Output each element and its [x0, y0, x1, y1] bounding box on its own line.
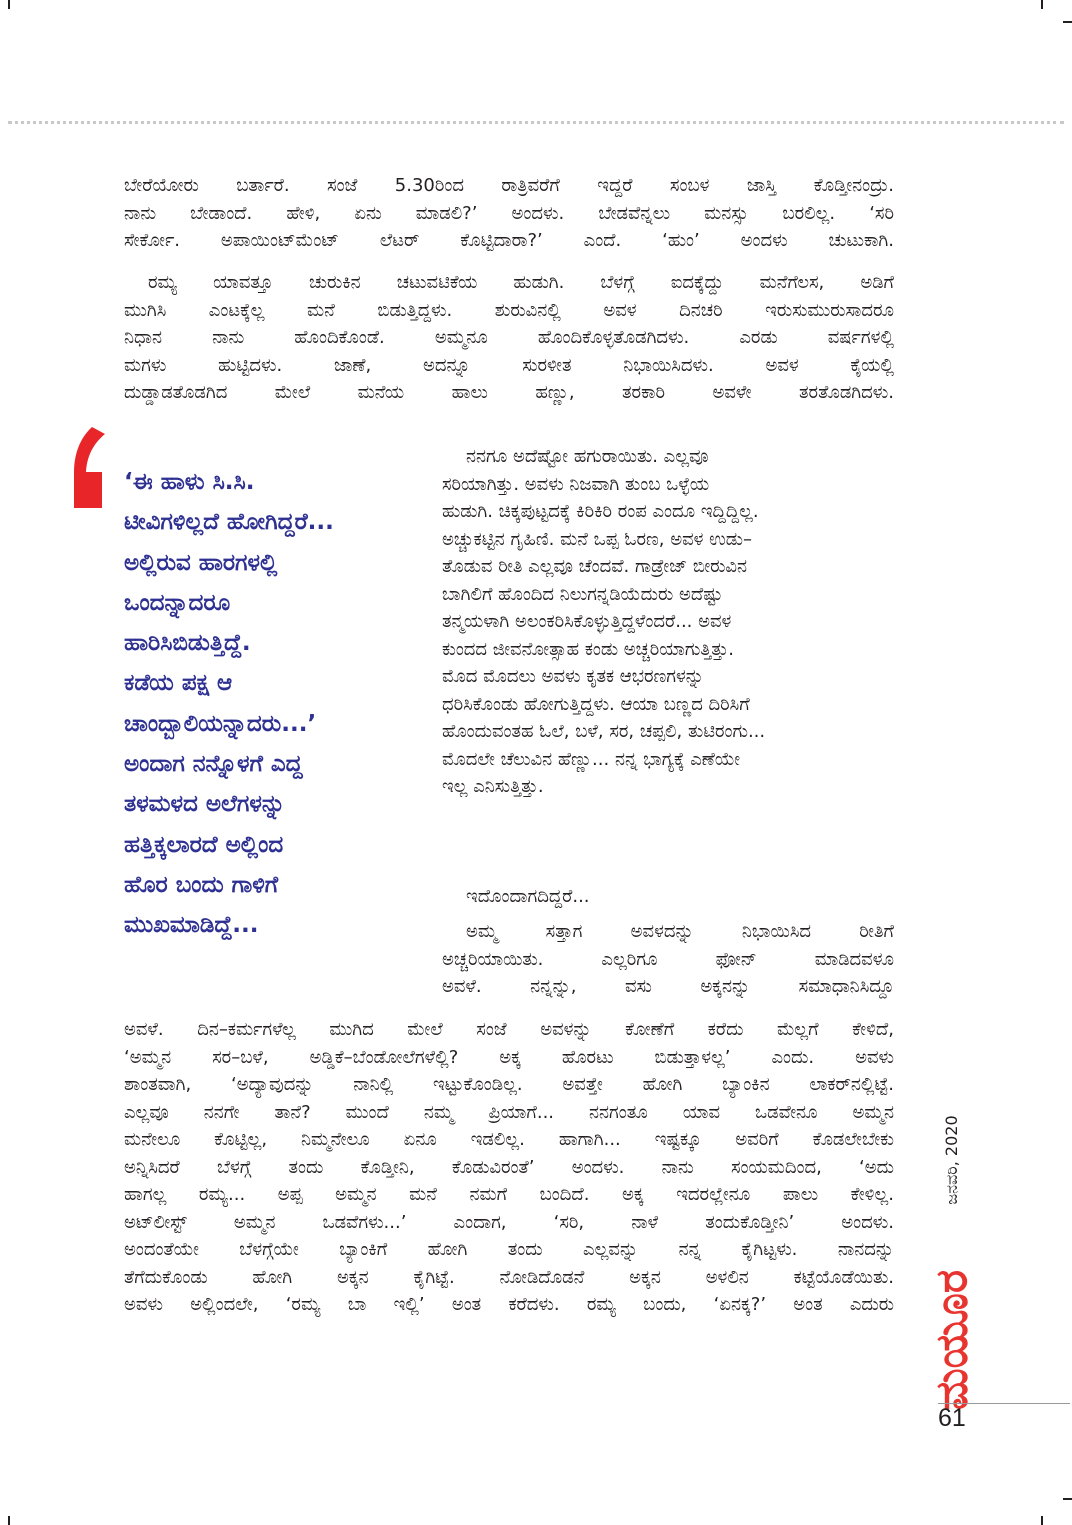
crop-mark-right-lower: [1063, 1498, 1072, 1500]
pull-quote-line: ಹತ್ತಿಕ್ಕಲಾರದೆ ಅಲ್ಲಿಂದ: [124, 831, 284, 858]
text-line: ತೆಗೆದುಕೊಂಡು ಹೋಗಿ ಅಕ್ಕನ ಕೈಗಿಟ್ಟೆ. ನೋಡಿದೊಡನೆ ಅಕ್ಕನ ಅಳಲಿನ ಕಟ್ಟೆಯೊಡೆಯಿತು.: [124, 1266, 894, 1288]
crop-mark-bottom-right: [1041, 1516, 1043, 1525]
crop-mark-bottom-left: [8, 1516, 10, 1525]
paragraph-5-full: [124, 1016, 894, 1319]
crop-mark-top-right: [1041, 0, 1043, 9]
text-line: ನನಗೂ ಅದೆಷ್ಟೋ ಹಗುರಾಯಿತು. ಎಲ್ಲವೂ: [466, 446, 709, 467]
paragraph-4: [442, 883, 894, 911]
text-line: ತೊಡುವ ರೀತಿ ಎಲ್ಲವೂ ಚೆಂದವೆ. ಗಾಡ್ರೇಜ್ ಬೀರುವಿನ: [442, 556, 748, 577]
text-line: ಇದೊಂದಾಗದಿದ್ದರೆ...: [466, 886, 590, 907]
header-dotted-rule: [8, 121, 1064, 124]
pull-quote-line: ಚಾಂದ್ಬಾಲಿಯನ್ನಾದರು...’: [124, 710, 317, 737]
quote-mark-icon: [72, 424, 112, 524]
paragraph-1: [124, 172, 894, 255]
text-line: ಅಚ್ಚರಿಯಾಯಿತು. ಎಲ್ಲರಿಗೂ ಫೋನ್ ಮಾಡಿದವಳೂ: [442, 948, 894, 970]
crop-mark-right-upper: [1063, 21, 1072, 23]
pull-quote-line: ಒಂದನ್ನಾದರೂ: [124, 589, 231, 616]
text-line: ಅವಳೆ. ದಿನ–ಕರ್ಮಗಳೆಲ್ಲ ಮುಗಿದ ಮೇಲೆ ಸಂಜೆ ಅವಳನ್ನು ಕೋಣೆಗೆ ಕರೆದು ಮೆಲ್ಲಗೆ ಕೇಳಿದೆ,: [124, 1019, 895, 1040]
text-line: ಶಾಂತವಾಗಿ, ‘ಅದ್ಯಾವುದನ್ನು ನಾನಿಲ್ಲಿ ಇಟ್ಟುಕೊಂಡಿಲ್ಲ. ಅವತ್ತೇ ಹೋಗಿ ಬ್ಯಾಂಕಿನ ಲಾಕರ್‌ನಲ್ಲಿಟ್ಟೆ.: [124, 1074, 894, 1095]
pull-quote-line: ಅಂದಾಗ ನನ್ನೊಳಗೆ ಎದ್ದ: [124, 751, 303, 778]
page-number: 61: [938, 1404, 966, 1432]
text-line: ಮೊದ ಮೊದಲು ಅವಳು ಕೃತಕ ಆಭರಣಗಳನ್ನು: [442, 666, 704, 687]
paragraph-5-right: [442, 918, 894, 1001]
pull-quote-line: ಅಲ್ಲಿರುವ ಹಾರಗಳಲ್ಲಿ: [124, 549, 278, 576]
magazine-logo: ಮಯೂರ: [926, 1269, 978, 1411]
text-line: ಅವಳು ಅಲ್ಲಿಂದಲೇ, ‘ರಮ್ಯ ಬಾ ಇಲ್ಲಿ’ ಅಂತ ಕರೆದಳು. ರಮ್ಯ ಬಂದು, ‘ಏನಕ್ಕ?’ ಅಂತ ಎದುರು: [124, 1294, 894, 1315]
text-line: ನಿಧಾನ ನಾನು ಹೊಂದಿಕೊಂಡೆ. ಅಮ್ಮನೂ ಹೊಂದಿಕೊಳ್ಳತೊಡಗಿದಳು. ಎರಡು ವರ್ಷಗಳಲ್ಲಿ: [124, 327, 894, 348]
text-line: ಹುಡುಗಿ. ಚಿಕ್ಕಪುಟ್ಟದಕ್ಕೆ ಕಿರಿಕಿರಿ ರಂಪ ಎಂದೂ ಇದ್ದಿದ್ದಿಲ್ಲ.: [442, 501, 759, 522]
text-line: ಹಾಗಲ್ಲ ರಮ್ಯ... ಅಪ್ಪ ಅಮ್ಮನ ಮನೆ ನಮಗೆ ಬಂದಿದೆ. ಅಕ್ಕ ಇದರಲ್ಲೇನೂ ಪಾಲು ಕೇಳಿಲ್ಲ.: [124, 1184, 894, 1205]
pull-quote: [124, 462, 424, 946]
text-line: ರಮ್ಯ ಯಾವತ್ತೂ ಚುರುಕಿನ ಚಟುವಟಿಕೆಯ ಹುಡುಗಿ. ಬೆಳಗ್ಗೆ ಐದಕ್ಕೆದ್ದು ಮನೆಗೆಲಸ, ಅಡಿಗೆ: [148, 272, 894, 293]
pull-quote-line: ಕಡೆಯ ಪಕ್ಷ ಆ: [124, 670, 233, 697]
pull-quote-line: ಟೀವಿಗಳಿಲ್ಲದೆ ಹೋಗಿದ್ದರೆ...: [124, 509, 334, 536]
text-line: ಎಲ್ಲವೂ ನನಗೇ ತಾನೆ? ಮುಂದೆ ನಮ್ಮ ಪ್ರಿಯಾಗೆ... ನನಗಂತೂ ಯಾವ ಒಡವೇನೂ ಅಮ್ಮನ: [124, 1101, 894, 1123]
text-line: ಕುಂದದ ಜೀವನೋತ್ಸಾಹ ಕಂಡು ಅಚ್ಚರಿಯಾಗುತ್ತಿತ್ತು.: [442, 638, 734, 660]
paragraph-3: [442, 443, 894, 801]
pull-quote-line: ‘ಈ ಹಾಳು ಸಿ.ಸಿ.: [124, 469, 255, 495]
text-line: ಇಲ್ಲ ಎನಿಸುತ್ತಿತ್ತು.: [442, 776, 544, 797]
pull-quote-line: ತಳಮಳದ ಅಲೆಗಳನ್ನು: [124, 791, 286, 818]
text-line: ತನ್ಮಯಳಾಗಿ ಅಲಂಕರಿಸಿಕೊಳ್ಳುತ್ತಿದ್ದಳೆಂದರೆ... ಅವಳ: [442, 611, 732, 632]
crop-mark-top-left: [8, 0, 10, 9]
text-line: ಅಮ್ಮ ಸತ್ತಾಗ ಅವಳದನ್ನು ನಿಭಾಯಿಸಿದ ರೀತಿಗೆ: [466, 921, 894, 942]
text-line: ನಾನು ಬೇಡಾಂದೆ. ಹೇಳಿ, ಏನು ಮಾಡಲಿ?’ ಅಂದಳು. ಬೇಡವೆನ್ನಲು ಮನಸ್ಸು ಬರಲಿಲ್ಲ. ‘ಸರಿ: [124, 202, 894, 224]
text-line: ‘ಅಮ್ಮನ ಸರ–ಬಳೆ, ಅಡ್ಡಿಕೆ–ಬೆಂಡೋಲೆಗಳೆಲ್ಲಿ? ಅಕ್ಕ ಹೊರಟು ಬಿಡುತ್ತಾಳಲ್ಲ’ ಎಂದು. ಅವಳು: [124, 1046, 894, 1068]
text-line: ಅನ್ನಿಸಿದರೆ ಬೆಳಗ್ಗೆ ತಂದು ಕೊಡ್ತೀನಿ, ಕೊಡುವಿರಂತೆ’ ಅಂದಳು. ನಾನು ಸಂಯಮದಿಂದ, ‘ಅದು: [124, 1156, 894, 1178]
text-line: ಸೇರ್ಕೋ. ಅಪಾಯಿಂಟ್‌ಮೆಂಟ್ ಲೆಟರ್ ಕೊಟ್ಟಿದಾರಾ?’ ಎಂದೆ. ‘ಹುಂ’ ಅಂದಳು ಚುಟುಕಾಗಿ.: [124, 230, 894, 251]
pull-quote-line: ಹೊರ ಬಂದು ಗಾಳಿಗೆ: [124, 871, 279, 898]
text-line: ಅಟ್‌ಲೀಸ್ಟ್ ಅಮ್ಮನ ಒಡವೆಗಳು...’ ಎಂದಾಗ, ‘ಸರಿ, ನಾಳೆ ತಂದುಕೊಡ್ತೀನಿ’ ಅಂದಳು.: [124, 1211, 894, 1233]
text-line: ಹೊಂದುವಂತಹ ಓಲೆ, ಬಳೆ, ಸರ, ಚಪ್ಪಲಿ, ತುಟಿರಂಗು...: [442, 721, 766, 742]
text-line: ಅವಳೆ. ನನ್ನನ್ನು, ವಸು ಅಕ್ಕನನ್ನು ಸಮಾಧಾನಿಸಿದ್ದೂ: [442, 976, 894, 997]
text-line: ಸರಿಯಾಗಿತ್ತು. ಅವಳು ನಿಜವಾಗಿ ತುಂಬ ಒಳ್ಳೆಯ: [442, 473, 710, 495]
text-line: ಧರಿಸಿಕೊಂಡು ಹೋಗುತ್ತಿದ್ದಳು. ಆಯಾ ಬಣ್ಣದ ದಿರಿಸಿಗೆ: [442, 693, 750, 715]
text-line: ಬೇರೆಯೋರು ಬರ್ತಾರೆ. ಸಂಜೆ 5.30ರಿಂದ ರಾತ್ರಿವರೆಗೆ ಇದ್ದರೆ ಸಂಬಳ ಜಾಸ್ತಿ ಕೊಡ್ತೀನಂದ್ರು.: [124, 175, 894, 196]
text-line: ಮುಗಿಸಿ ಎಂಟಕ್ಕೆಲ್ಲ ಮನೆ ಬಿಡುತ್ತಿದ್ದಳು. ಶುರುವಿನಲ್ಲಿ ಅವಳ ದಿನಚರಿ ಇರುಸುಮುರುಸಾದರೂ: [124, 299, 894, 321]
issue-date: ಜನವರಿ, 2020: [942, 1115, 961, 1205]
pull-quote-line: ಹಾರಿಸಿಬಿಡುತ್ತಿದ್ದೆ.: [124, 630, 251, 657]
text-line: ಅಚ್ಚುಕಟ್ಟಿನ ಗೃಹಿಣಿ. ಮನೆ ಒಪ್ಪ ಓರಣ, ಅವಳ ಉಡು–: [442, 528, 752, 550]
text-line: ಮೊದಲೇ ಚೆಲುವಿನ ಹೆಣ್ಣು... ನನ್ನ ಭಾಗ್ಯಕ್ಕೆ ಎಣೆಯೇ: [442, 748, 741, 770]
pull-quote-line: ಮುಖಮಾಡಿದ್ದೆ...: [124, 912, 259, 939]
text-line: ಮಗಳು ಹುಟ್ಟಿದಳು. ಜಾಣೆ, ಅದನ್ನೂ ಸುರಳೀತ ನಿಭಾಯಿಸಿದಳು. ಅವಳ ಕೈಯಲ್ಲಿ: [124, 354, 894, 376]
text-line: ಮನೇಲೂ ಕೊಟ್ಟಿಲ್ಲ, ನಿಮ್ಮನೇಲೂ ಏನೂ ಇಡಲಿಲ್ಲ. ಹಾಗಾಗಿ... ಇಷ್ಟಕ್ಕೂ ಅವರಿಗೆ ಕೊಡಲೇಬೇಕು: [124, 1129, 894, 1150]
paragraph-2: [124, 269, 894, 407]
text-line: ಬಾಗಿಲಿಗೆ ಹೊಂದಿದ ನಿಲುಗನ್ನಡಿಯೆದುರು ಅದೆಷ್ಟು: [442, 583, 723, 605]
text-line: ದುಡ್ಡಾಡತೊಡಗಿದ ಮೇಲೆ ಮನೆಯ ಹಾಲು ಹಣ್ಣು, ತರಕಾರಿ ಅವಳೇ ತರತೊಡಗಿದಳು.: [124, 382, 894, 403]
text-line: ಅಂದಂತೆಯೇ ಬೆಳಗ್ಗೆಯೇ ಬ್ಯಾಂಕಿಗೆ ಹೋಗಿ ತಂದು ಎಲ್ಲವನ್ನು ನನ್ನ ಕೈಗಿಟ್ಟಳು. ನಾನದನ್ನು: [124, 1239, 894, 1260]
